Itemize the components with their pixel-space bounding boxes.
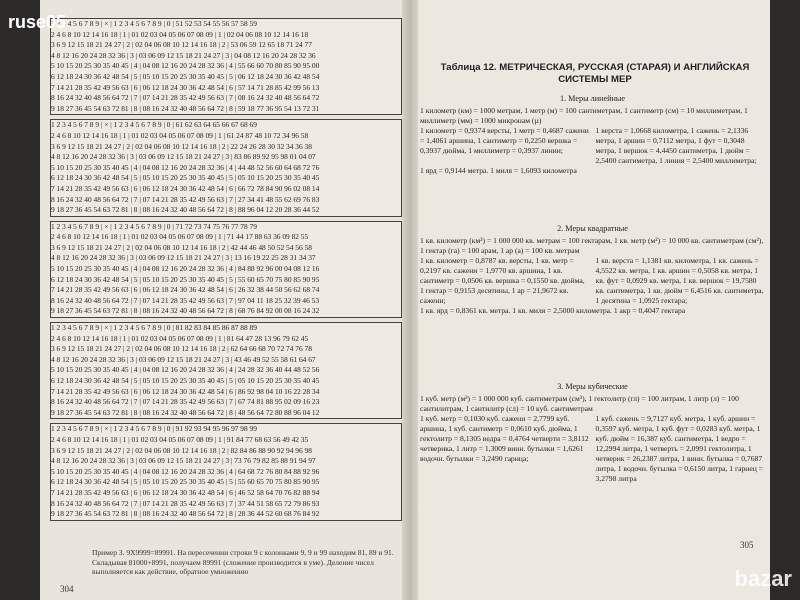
table-row: 7 14 21 28 35 42 49 56 63 | 6 | 06 12 18 24 30 36 42 48 54 | 6 | 46 52 58 64 70 76 82 88 94 <box>51 487 320 497</box>
table-row: 1 2 3 4 5 6 7 8 9 | × | 1 2 3 4 5 6 7 8 9 | 0 | 81 82 83 84 85 86 87 88 89 <box>51 323 257 333</box>
multiplication-block <box>50 18 402 115</box>
multiplication-block <box>50 119 402 216</box>
table-row: 9 18 27 36 45 54 63 72 81 | 8 | 08 16 24 32 40 48 56 64 72 | 8 | 88 96 04 12 20 28 36 44 52 <box>51 205 320 215</box>
table-row: 1 2 3 4 5 6 7 8 9 | × | 1 2 3 4 5 6 7 8 9 | 0 | 61 62 63 64 65 66 67 68 69 <box>51 120 257 130</box>
table-row: 2 4 6 8 10 12 14 16 18 | 1 | 01 02 03 04 05 06 07 08 09 | 1 | 71 44 17 88 63 36 09 82 55 <box>51 232 309 242</box>
section-tail: 1 ярд = 0,9144 метра. 1 миля = 1,6093 километра <box>420 166 577 175</box>
section-columns <box>420 414 765 484</box>
section-cubic <box>420 380 765 484</box>
table-row: 3 6 9 12 15 18 21 24 27 | 2 | 02 04 06 08 10 12 14 16 18 | 2 | 22 24 26 28 30 32 34 36 38 <box>51 141 312 151</box>
table-row: 2 4 6 8 10 12 14 16 18 | 1 | 01 02 03 04 05 06 07 08 09 | 1 | 81 64 47 28 13 96 79 62 45 <box>51 333 309 343</box>
table-row: 8 16 24 32 40 48 56 64 72 | 7 | 07 14 21 28 35 42 49 56 63 | 7 | 08 16 24 32 40 48 56 64 72 <box>51 93 320 103</box>
table-row: 7 14 21 28 35 42 49 56 63 | 6 | 06 12 18 24 30 36 42 48 54 | 6 | 26 32 38 44 50 56 62 68 74 <box>51 285 320 295</box>
table-row: 7 14 21 28 35 42 49 56 63 | 6 | 06 12 18 24 30 36 42 48 54 | 6 | 86 92 98 04 10 16 22 28 34 <box>51 386 320 396</box>
table-row: 4 8 12 16 20 24 28 32 36 | 3 | 03 06 09 12 15 18 21 24 27 | 3 | 04 08 12 16 20 24 28 32 36 <box>51 50 316 60</box>
watermark-logo: ruse05 <box>8 12 67 32</box>
right-column: 1 куб. сажень = 9,7127 куб. метра, 1 куб. аршин = 0,3597 куб. метра, 1 куб. фут = 0,0283 куб. метра, 1 куб. дюйм = 16,387 куб. сантиметра, 1 ведро = 12,2994 литра, 1 четверть = 2,0991 гектолитра, 1 четверик = 26,2387 литра, 1 винн. бутылка = 0,7687 литра, 1 водочн. бутылка = 0,6150 литра, 1 гарнец = 3,2798 литра <box>595 414 763 483</box>
table-row: 4 8 12 16 20 24 28 32 36 | 3 | 03 06 09 12 15 18 21 24 27 | 3 | 13 16 19 22 25 28 31 34 37 <box>51 253 316 263</box>
table-row: 6 12 18 24 30 36 42 48 54 | 5 | 05 10 15 20 25 30 35 40 45 | 5 | 55 60 65 70 75 80 85 90 95 <box>51 477 320 487</box>
table-row: 5 10 15 20 25 30 35 40 45 | 4 | 04 08 12 16 20 24 28 32 36 | 4 | 24 28 32 36 40 44 48 52 56 <box>51 365 320 375</box>
table-row: 7 14 21 28 35 42 49 56 63 | 6 | 06 12 18 24 30 36 42 48 54 | 6 | 57 14 71 28 85 42 99 56 13 <box>51 82 320 92</box>
table-row: 6 12 18 24 30 36 42 48 54 | 5 | 05 10 15 20 25 30 35 40 45 | 5 | 05 10 15 20 25 30 35 40 45 <box>51 376 320 385</box>
table-row: 9 18 27 36 45 54 63 72 81 | 8 | 08 16 24 32 40 48 56 64 72 | 8 | 28 36 44 52 60 68 76 84 92 <box>51 509 320 519</box>
section-columns <box>420 126 765 166</box>
table-row: 9 18 27 36 45 54 63 72 81 | 8 | 08 16 24 32 40 48 56 64 72 | 8 | 48 56 64 72 80 88 96 04 12 <box>51 407 320 417</box>
table-row: 4 8 12 16 20 24 28 32 36 | 3 | 03 06 09 12 15 18 21 24 27 | 3 | 73 76 79 82 85 88 91 94 97 <box>51 456 316 466</box>
right-column: 1 верста = 1,0668 километра, 1 сажень = 2,1336 метра, 1 аршин = 0,7112 метра, 1 фут = 0,3048 метра, 1 вершок = 4,4450 сантиметра, 1 дюйм = 2,5400 сантиметра, 1 линия = 2,5400 миллиметра; <box>595 126 757 165</box>
table-row: 2 4 6 8 10 12 14 16 18 | 1 | 01 02 03 04 05 06 07 08 09 | 1 | 91 84 77 68 63 56 49 42 35 <box>51 434 309 444</box>
table-row: 2 4 6 8 10 12 14 16 18 | 1 | 01 02 03 04 05 06 07 08 09 | 1 | 02 04 06 08 10 12 14 16 18 <box>51 29 309 39</box>
table-row: 6 12 18 24 30 36 42 48 54 | 5 | 05 10 15 20 25 30 35 40 45 | 5 | 55 60 65 70 75 80 85 90 95 <box>51 274 320 284</box>
table-row: 5 10 15 20 25 30 35 40 45 | 4 | 04 08 12 16 20 24 28 32 36 | 4 | 64 68 72 76 80 84 88 92 96 <box>51 466 320 476</box>
table-row: 1 2 3 4 5 6 7 8 9 | × | 1 2 3 4 5 6 7 8 9 | 0 | 91 92 93 94 95 96 97 98 99 <box>51 424 257 434</box>
table-row: 5 10 15 20 25 30 35 40 45 | 4 | 04 08 12 16 20 24 28 32 36 | 4 | 55 66 60 70 80 85 90 95 00 <box>51 61 320 71</box>
table-row: 6 12 18 24 30 36 42 48 54 | 5 | 05 10 15 20 25 30 35 40 45 | 5 | 06 12 18 24 30 36 42 48 54 <box>51 71 320 81</box>
left-column: 1 кв. километр = 0,8787 кв. версты, 1 кв. метр = 0,2197 кв. сажени = 1,9770 кв. аршина, 1 кв. сантиметр = 0,0506 кв. вершка = 0,1550 кв. дюйма, 1 гектар = 0,9153 десятины, 1 ар = 21,9672 кв. сажени; <box>420 256 585 305</box>
table-row: 8 16 24 32 40 48 56 64 72 | 7 | 07 14 21 28 35 42 49 56 63 | 7 | 27 34 41 48 55 62 69 76 83 <box>51 194 320 204</box>
table-row: 5 10 15 20 25 30 35 40 45 | 4 | 04 08 12 16 20 24 28 32 36 | 4 | 84 88 92 96 00 04 08 12 16 <box>51 264 320 274</box>
table-row: 7 14 21 28 35 42 49 56 63 | 6 | 06 12 18 24 30 36 42 48 54 | 6 | 66 72 78 84 90 96 02 08 14 <box>51 183 320 193</box>
table-row: 2 4 6 8 10 12 14 16 18 | 1 | 01 02 03 04 05 06 07 08 09 | 1 | 61 24 87 48 10 72 34 96 58 <box>51 130 309 140</box>
table-row: 3 6 9 12 15 18 21 24 27 | 2 | 02 04 06 08 10 12 14 16 18 | 2 | 82 84 86 88 90 92 94 96 98 <box>51 445 312 455</box>
section-intro: 1 куб. метр (м³) = 1 000 000 куб. сантиметрам (см³), 1 гектолитр (гл) = 100 литрам, 1 литр (л) = 100 сантилитрам, 1 сантилитр (сл) = 10 куб. сантиметрам <box>420 394 739 413</box>
table-row: 9 18 27 36 45 54 63 72 81 | 8 | 08 16 24 32 40 48 56 64 72 | 8 | 68 76 84 92 00 08 16 24 32 <box>51 306 320 316</box>
left-page-number: 304 <box>60 584 74 594</box>
table-row: 5 10 15 20 25 30 35 40 45 | 4 | 04 08 12 16 20 24 28 32 36 | 4 | 44 48 52 56 60 64 68 72 76 <box>51 162 320 172</box>
watermark-corner: bazar <box>734 566 792 591</box>
section-square <box>420 222 765 316</box>
table-row: 3 6 9 12 15 18 21 24 27 | 2 | 02 04 06 08 10 12 14 16 18 | 2 | 53 06 59 12 65 18 71 24 77 <box>51 40 312 50</box>
left-column: 1 куб. метр = 0,1030 куб. сажени = 2,7799 куб. аршина, 1 куб. сантиметр = 0,0610 куб. дюйма, 1 гектолитр = 8,1305 ведра = 0,4764 четверти = 3,8112 четверика, 1 литр = 1,3009 винн. бутылки = 1,6261 водочн. бутылки = 3,2490 гарнца; <box>420 414 589 463</box>
table-row: 8 16 24 32 40 48 56 64 72 | 7 | 07 14 21 28 35 42 49 56 63 | 7 | 97 04 11 18 25 32 39 46 53 <box>51 295 320 305</box>
multiplication-block <box>50 423 402 520</box>
table-row: 1 2 3 4 5 6 7 8 9 | × | 1 2 3 4 5 6 7 8 9 | 0 | 71 72 73 74 75 76 77 78 79 <box>51 221 257 231</box>
multiplication-block <box>50 322 402 419</box>
section-title: 3. Меры кубические <box>557 382 628 391</box>
left-column: 1 километр = 0,9374 версты, 1 метр = 0,4687 сажени = 1,4061 аршина, 1 сантиметр = 0,2250 вершка = 0,3937 дюйма, 1 миллиметр = 0,3937 линии; <box>420 126 589 155</box>
section-columns <box>420 256 765 306</box>
table-row: 8 16 24 32 40 48 56 64 72 | 7 | 07 14 21 28 35 42 49 56 63 | 7 | 67 74 81 88 95 02 09 16 23 <box>51 397 320 407</box>
table-row: 8 16 24 32 40 48 56 64 72 | 7 | 07 14 21 28 35 42 49 56 63 | 7 | 37 44 51 58 65 72 79 86 93 <box>51 498 320 508</box>
right-page-number: 305 <box>740 540 754 550</box>
section-intro: 1 кв. километр (км²) = 1 000 000 кв. метрам = 100 гектарам, 1 кв. метр (м²) = 10 000 кв. сантиметрам (см²), 1 гектар (га) = 100 арам, 1 ар (а) = 100 кв. метрам <box>420 236 764 255</box>
footnote: Пример 3. 9Х9999=89991. На пересечении строки 9 с колонками 9, 9 и 99 находим 81, 89 и 91. Складывая 81000+8991, получаем 89991 (сложение производится в уме). Деление чисел выполняется как действие, обратное умножению <box>92 548 394 576</box>
table-heading: Таблица 12. МЕТРИЧЕСКАЯ, РУССКАЯ (СТАРАЯ) И АНГЛИЙСКАЯ СИСТЕМЫ МЕР <box>440 62 750 85</box>
section-intro: 1 километр (км) = 1000 метрам, 1 метр (м) = 100 сантиметрам, 1 сантиметр (см) = 10 миллиметрам, 1 миллиметр (мм) = 1000 микронам (µ) <box>420 106 748 125</box>
table-row: 1 2 3 4 5 6 7 8 9 | × | 1 2 3 4 5 6 7 8 9 | 0 | 51 52 53 54 55 56 57 58 59 <box>51 19 257 28</box>
section-linear <box>420 92 765 176</box>
section-title: 1. Меры линейные <box>559 94 626 103</box>
multiplication-block <box>50 221 402 318</box>
table-row: 3 6 9 12 15 18 21 24 27 | 2 | 02 04 06 08 10 12 14 16 18 | 2 | 62 64 66 68 70 72 74 76 78 <box>51 344 312 354</box>
section-title: 2. Меры квадратные <box>557 224 628 233</box>
table-row: 4 8 12 16 20 24 28 32 36 | 3 | 03 06 09 12 15 18 21 24 27 | 3 | 43 46 49 52 55 58 61 64 67 <box>51 354 316 364</box>
table-row: 3 6 9 12 15 18 21 24 27 | 2 | 02 04 06 08 10 12 14 16 18 | 2 | 42 44 46 48 50 52 54 56 58 <box>51 242 312 252</box>
book-gutter <box>402 0 418 600</box>
table-row: 4 8 12 16 20 24 28 32 36 | 3 | 03 06 09 12 15 18 21 24 27 | 3 | 83 86 89 92 95 98 01 04 07 <box>51 152 316 162</box>
right-column: 1 кв. верста = 1,1381 кв. километра, 1 кв. сажень = 4,5522 кв. метра, 1 кв. аршин = 0,5058 кв. метра, 1 кв. фут = 0,0929 кв. метра, 1 кв. вершок = 19,7580 кв. сантиметра, 1 кв. дюйм = 6,4516 кв. сантиметра, 1 десятина = 1,0925 гектара; <box>595 256 764 305</box>
table-row: 9 18 27 36 45 54 63 72 81 | 8 | 08 16 24 32 40 48 56 64 72 | 8 | 59 18 77 36 95 54 13 72 31 <box>51 103 320 113</box>
multiplication-tables <box>50 18 402 525</box>
table-row: 6 12 18 24 30 36 42 48 54 | 5 | 05 10 15 20 25 30 35 40 45 | 5 | 05 10 15 20 25 30 35 40 45 <box>51 173 320 183</box>
section-tail: 1 кв. ярд = 0,8361 кв. метра. 1 кв. миля = 2,5000 километра. 1 акр = 0,4047 гектара <box>420 306 686 315</box>
